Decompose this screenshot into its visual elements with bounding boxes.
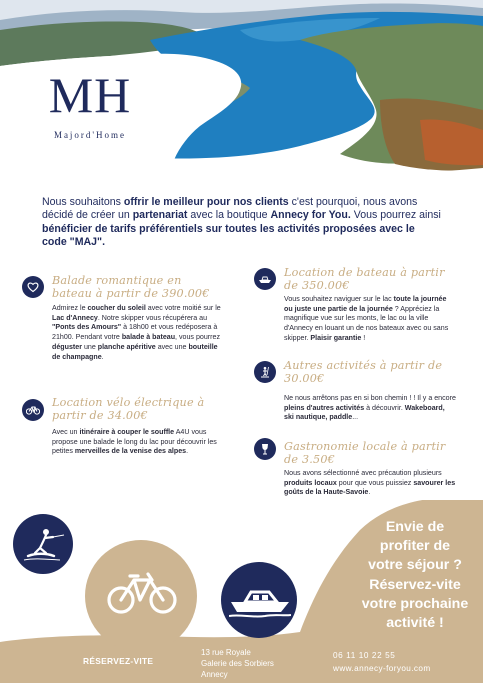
logo-name: Majord'Home — [53, 130, 127, 140]
cta-line: profiter de — [379, 538, 451, 555]
activity-description — [52, 428, 224, 457]
cta-line: Réservez-vite — [369, 576, 461, 593]
activity-title — [52, 274, 242, 300]
majordhome-logo — [30, 68, 150, 140]
activity-title-line: Gastronomie locale à partir — [284, 440, 446, 453]
desc-text: ? Appréciez la magnifique vue sur les monts, le lac ou la ville d'Annecy en louant un de nos bateaux avec ou sans skipper. — [284, 304, 449, 342]
activity-description — [284, 469, 456, 498]
desc-emphasis: balade à bateau — [121, 333, 176, 342]
reserve-label: RÉSERVEZ-VITE — [83, 656, 154, 666]
desc-emphasis: toute la journée ou juste une partie de la journée — [284, 295, 447, 313]
desc-text: avec votre moitié sur le — [145, 304, 221, 312]
desc-emphasis: Wakeboard, ski nautique, paddle — [284, 403, 445, 422]
intro-text: avec la boutique — [187, 209, 271, 222]
desc-text: ! — [361, 333, 366, 342]
activity-title-line: Location de bateau à partir — [284, 266, 445, 279]
desc-emphasis: pleins d'autres activités — [284, 403, 365, 412]
activity-title-line: partir de 34.00€ — [52, 409, 148, 422]
cta-line: Envie de — [385, 519, 445, 535]
activity-title — [284, 440, 474, 466]
desc-emphasis: coucher du soleil — [87, 304, 146, 312]
boat-icon — [254, 268, 276, 290]
heart-icon — [22, 276, 44, 298]
website-link[interactable]: www.annecy-foryou.com — [333, 664, 431, 673]
desc-text: . — [186, 447, 189, 456]
desc-emphasis: bouteille de champagne — [52, 342, 218, 361]
desc-text: Ne nous arrêtons pas en si bon chemin ! ! Il y a encore — [284, 394, 456, 402]
ebike-large-icon — [106, 570, 178, 616]
intro-text: Nous souhaitons — [42, 196, 124, 208]
desc-emphasis: planche apéritive — [97, 342, 156, 351]
desc-emphasis: "Ponts des Amours" — [52, 323, 122, 332]
boat-large-icon — [229, 584, 291, 618]
phone-number[interactable]: 06 11 10 22 55 — [333, 651, 396, 660]
desc-emphasis: itinéraire à couper le souffle — [79, 428, 175, 436]
address-line: 13 rue Royale — [201, 648, 251, 657]
cta-line: votre prochaine — [361, 595, 469, 612]
intro-emphasis: offrir le meilleur pour nos clients — [123, 196, 289, 208]
desc-text: à 18h00 et vous redéposera à 21h00. Pendant votre — [52, 323, 218, 342]
paddle-icon — [254, 361, 276, 383]
desc-text: . — [101, 352, 104, 361]
cta-line: votre séjour ? — [368, 557, 462, 574]
activity-title-line: Location vélo électrique à — [52, 396, 205, 409]
desc-text: Nous avons sélectionné avec précaution plusieurs — [284, 469, 442, 477]
desc-emphasis: produits locaux — [284, 478, 337, 487]
desc-emphasis: savourer les goûts de la Haute-Savoie — [284, 478, 456, 497]
desc-text: Vous souhaitez naviguer sur le lac — [284, 295, 394, 303]
desc-emphasis: Plaisir garantie — [310, 333, 362, 342]
address-line: Galerie des Sorbiers — [201, 658, 274, 668]
desc-text: . Notre skipper vous récupérera au — [97, 313, 208, 322]
desc-emphasis: Lac d'Annecy — [52, 313, 98, 322]
activity-title-line: 30.00€ — [284, 372, 325, 385]
activity-title-line: de 350.00€ — [284, 279, 350, 292]
wine-icon — [254, 438, 276, 460]
intro-emphasis: Annecy for You. — [270, 209, 351, 222]
activity-description — [52, 304, 224, 362]
desc-text: à découvrir. — [364, 403, 405, 412]
desc-text: , vous pourrez — [175, 333, 220, 342]
desc-emphasis: merveilles de la venise des alpes — [74, 447, 187, 456]
activity-title-line: Autres activités à partir de — [284, 359, 443, 372]
desc-text: Avec un — [52, 428, 80, 436]
activity-title-line: Balade romantique en — [52, 274, 182, 287]
cta-message — [350, 518, 480, 633]
wakeboard-icon — [20, 522, 66, 568]
intro-text: c'est pourquoi, nous avons décidé de créer un — [42, 196, 418, 222]
intro-emphasis: partenariat — [132, 209, 188, 222]
bicycle-icon — [22, 399, 44, 421]
hero-lake-photo — [0, 0, 483, 180]
activity-description — [284, 394, 456, 423]
activity-title — [284, 359, 474, 385]
activity-description — [284, 295, 456, 344]
cta-line: activité ! — [386, 615, 444, 632]
shop-address — [201, 648, 274, 680]
activity-title — [52, 396, 242, 422]
desc-emphasis: déguster — [52, 342, 82, 351]
address-line: Annecy — [201, 669, 228, 679]
intro-paragraph — [42, 196, 442, 250]
desc-text: ... — [352, 413, 359, 422]
activity-title-line: de 3.50€ — [284, 453, 335, 466]
desc-text: . — [368, 488, 371, 497]
desc-text: Admirez le — [52, 304, 88, 312]
activity-title — [284, 266, 474, 292]
desc-text: pour que vous puissiez — [336, 478, 414, 487]
logo-monogram: MH — [48, 67, 132, 123]
desc-text: A4U vous propose une balade le long du lac pour découvrir les petites — [52, 428, 217, 456]
desc-text: avec une — [155, 342, 189, 351]
activity-title-line: bateau à partir de 390.00€ — [52, 287, 210, 300]
intro-emphasis: bénéficier de tarifs préférentiels sur toutes les activités proposées avec le code "MAJ". — [42, 222, 415, 249]
desc-text: une — [81, 342, 98, 351]
intro-text: Vous pourrez ainsi — [350, 209, 441, 222]
